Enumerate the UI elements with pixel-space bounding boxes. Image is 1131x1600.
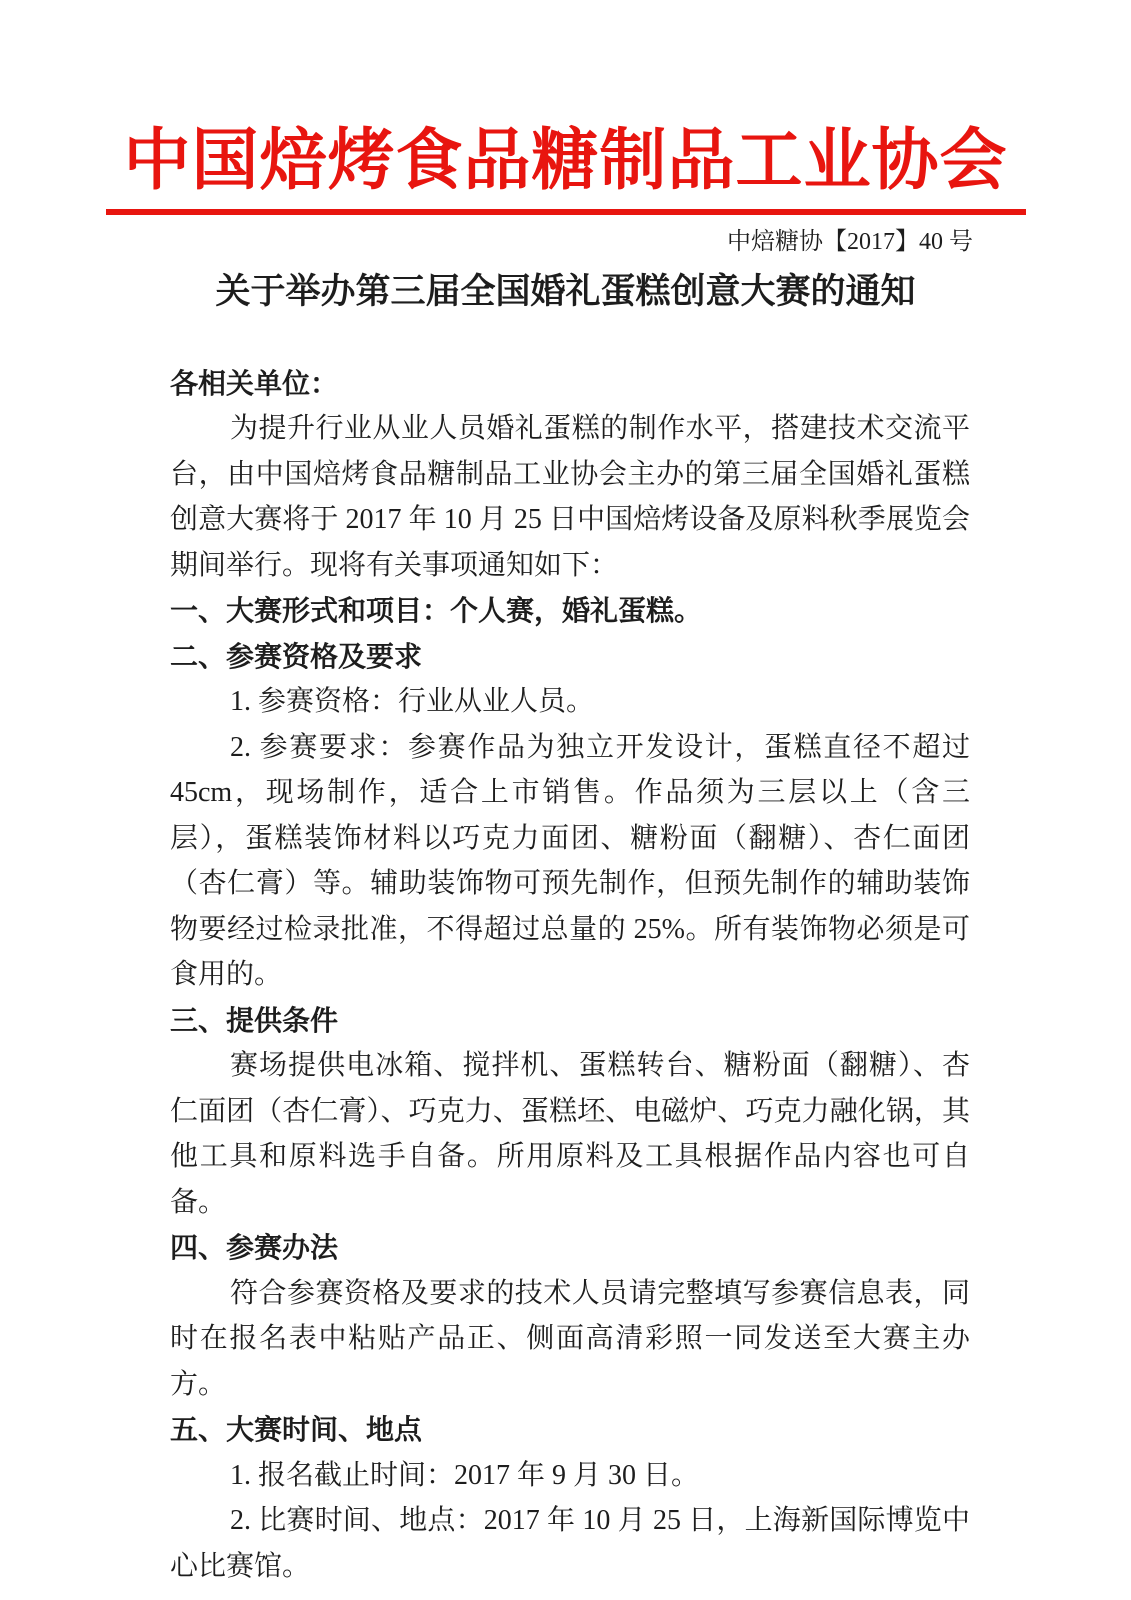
section-5-item-2: 2. 比赛时间、地点：2017 年 10 月 25 日，上海新国际博览中心比赛馆。 bbox=[170, 1505, 970, 1582]
section-3-paragraph: 赛场提供电冰箱、搅拌机、蛋糕转台、糖粉面（翻糖）、杏仁面团（杏仁膏）、巧克力、蛋糕坯、电磁炉、巧克力融化锅，其他工具和原料选手自备。所用原料及工具根据作品内容也可自备。 bbox=[170, 1050, 970, 1218]
section-4-paragraph: 符合参赛资格及要求的技术人员请完整填写参赛信息表，同时在报名表中粘贴产品正、侧面高清彩照一同发送至大赛主办方。 bbox=[170, 1277, 970, 1400]
notice-title: 关于举办第三届全国婚礼蛋糕创意大赛的通知 bbox=[215, 272, 916, 312]
intro-paragraph: 为提升行业从业人员婚礼蛋糕的制作水平，搭建技术交流平台，由中国焙烤食品糖制品工业协会主办的第三届全国婚礼蛋糕创意大赛将于 2017 年 10 月 25 日中国焙烤设备及原料秋季展览会期间举行。现将有关事项通知如下： bbox=[170, 413, 970, 581]
section-2-item-2: 2. 参赛要求：参赛作品为独立开发设计，蛋糕直径不超过 45cm，现场制作，适合上市销售。作品须为三层以上（含三层），蛋糕装饰材料以巧克力面团、糖粉面（翻糖）、杏仁面团（杏仁膏）等。辅助装饰物可预先制作，但预先制作的辅助装饰物要经过检录批准，不得超过总量的 25%。所有装饰物必须是可食用的。 bbox=[170, 731, 970, 991]
section-2-item-1: 1. 参赛资格：行业从业人员。 bbox=[230, 686, 595, 718]
section-heading-5: 五、大赛时间、地点 bbox=[170, 1414, 423, 1446]
document-number: 中焙糖协【2017】40 号 bbox=[727, 229, 973, 256]
document-body bbox=[170, 361, 970, 1590]
section-5-item-1: 1. 报名截止时间：2017 年 9 月 30 日。 bbox=[230, 1459, 700, 1491]
salutation: 各相关单位： bbox=[170, 367, 339, 399]
organization-name: 中国焙烤食品糖制品工业协会 bbox=[106, 126, 1026, 215]
section-heading-3: 三、提供条件 bbox=[170, 1004, 339, 1036]
section-heading-4: 四、参赛办法 bbox=[170, 1232, 339, 1264]
letterhead-block bbox=[0, 126, 1131, 257]
section-heading-2: 二、参赛资格及要求 bbox=[170, 640, 423, 672]
section-heading-1: 一、大赛形式和项目：个人赛，婚礼蛋糕。 bbox=[170, 595, 703, 627]
